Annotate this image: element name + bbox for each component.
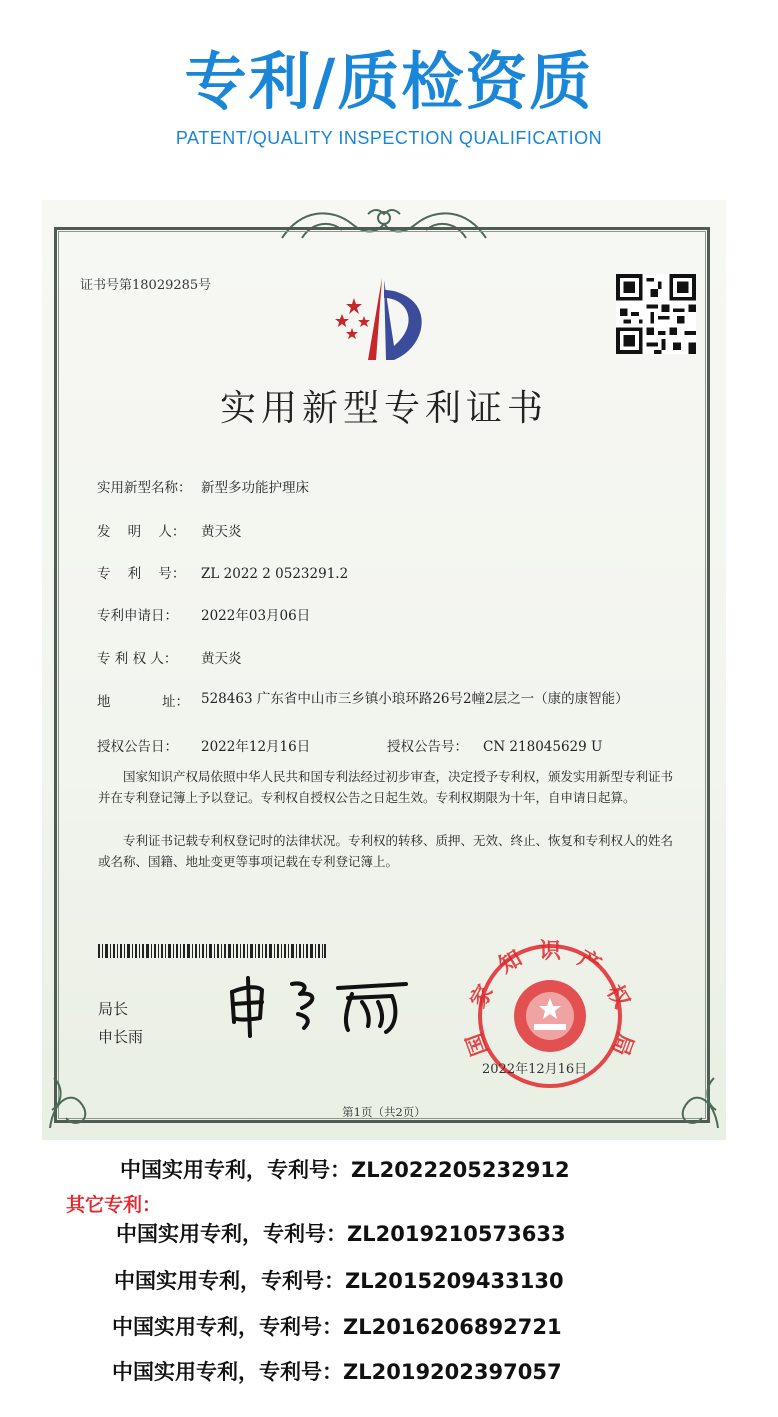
field-holder-label: 专 利 权 人：: [97, 651, 178, 667]
field-patent-no: [97, 562, 348, 582]
handwritten-signature-icon: [222, 970, 422, 1040]
page-subtitle: PATENT/QUALITY INSPECTION QUALIFICATION: [175, 128, 603, 148]
director-title: 局长: [98, 1000, 129, 1018]
svg-text:知: 知: [494, 946, 527, 979]
field-grant-date-value: 2022年12月16日: [201, 739, 311, 755]
svg-text:家: 家: [466, 980, 499, 1013]
ornament-corner-right-icon: [664, 1058, 724, 1134]
field-apply-date: [97, 604, 310, 624]
page-number: 第1页（共2页）: [342, 1105, 426, 1119]
field-inventor-label: 发 明 人：: [97, 524, 186, 540]
patent-office-logo-icon: [324, 268, 444, 368]
field-inventor-value: 黄天炎: [201, 524, 242, 540]
svg-text:国: 国: [462, 1029, 494, 1059]
field-name-label: 实用新型名称：: [97, 480, 192, 496]
field-name: [97, 476, 309, 496]
certificate-number: 证书号第18029285号: [80, 278, 212, 293]
page-title: 专利/质检资质: [184, 45, 594, 118]
field-apply-date-value: 2022年03月06日: [201, 608, 311, 624]
svg-text:识: 识: [538, 939, 562, 964]
field-grant-date: [97, 735, 310, 755]
field-address-label: 地 址：: [97, 694, 189, 710]
director-name: 申长雨: [98, 1028, 144, 1046]
field-holder: [97, 647, 242, 667]
qr-code-icon: [616, 274, 696, 354]
list-item: 中国实用专利，专利号：ZL2019210573633: [116, 1222, 566, 1246]
patent-certificate: [42, 200, 726, 1140]
barcode-icon: [98, 944, 326, 958]
field-grant-no-label: 授权公告号：: [387, 739, 468, 755]
list-item: 中国实用专利，专利号：ZL2015209433130: [114, 1269, 564, 1293]
field-name-value: 新型多功能护理床: [201, 480, 309, 496]
seal-date: 2022年12月16日: [482, 1062, 588, 1077]
svg-text:局: 局: [606, 1029, 638, 1059]
svg-text:权: 权: [601, 980, 634, 1013]
field-inventor: [97, 520, 242, 540]
certificate-paragraph-2: 专利证书记载专利权登记时的法律状况。专利权的转移、质押、无效、终止、恢复和专利权人的姓名或名称、国籍、地址变更等事项记载在专利登记簿上。: [98, 833, 674, 869]
main-patent: 中国实用专利，专利号：ZL2022205232912: [120, 1158, 570, 1182]
ornament-corner-left-icon: [44, 1058, 104, 1134]
other-patents-label: 其它专利：: [66, 1194, 162, 1216]
field-patent-no-value: ZL 2022 2 0523291.2: [201, 566, 349, 582]
field-grant-no: [387, 735, 602, 755]
field-holder-value: 黄天炎: [201, 651, 242, 667]
field-address: [97, 690, 201, 710]
list-item: 中国实用专利，专利号：ZL2016206892721: [112, 1315, 562, 1339]
field-apply-date-label: 专利申请日：: [97, 608, 178, 624]
field-address-value: 528463 广东省中山市三乡镇小琅环路26号2幢2层之一（康的康智能）: [201, 691, 629, 707]
certificate-title: 实用新型专利证书: [219, 388, 548, 429]
certificate-paragraph-1: 国家知识产权局依照中华人民共和国专利法经过初步审查，决定授予专利权，颁发实用新型专利证书并在专利登记簿上予以登记。专利权自授权公告之日起生效。专利权期限为十年，自申请日起算。: [98, 769, 674, 805]
list-item: 中国实用专利，专利号：ZL2019202397057: [112, 1360, 562, 1384]
field-patent-no-label: 专 利 号：: [97, 566, 186, 582]
field-grant-no-value: CN 218045629 U: [483, 739, 603, 755]
svg-text:产: 产: [573, 946, 606, 979]
field-grant-date-label: 授权公告日：: [97, 739, 178, 755]
